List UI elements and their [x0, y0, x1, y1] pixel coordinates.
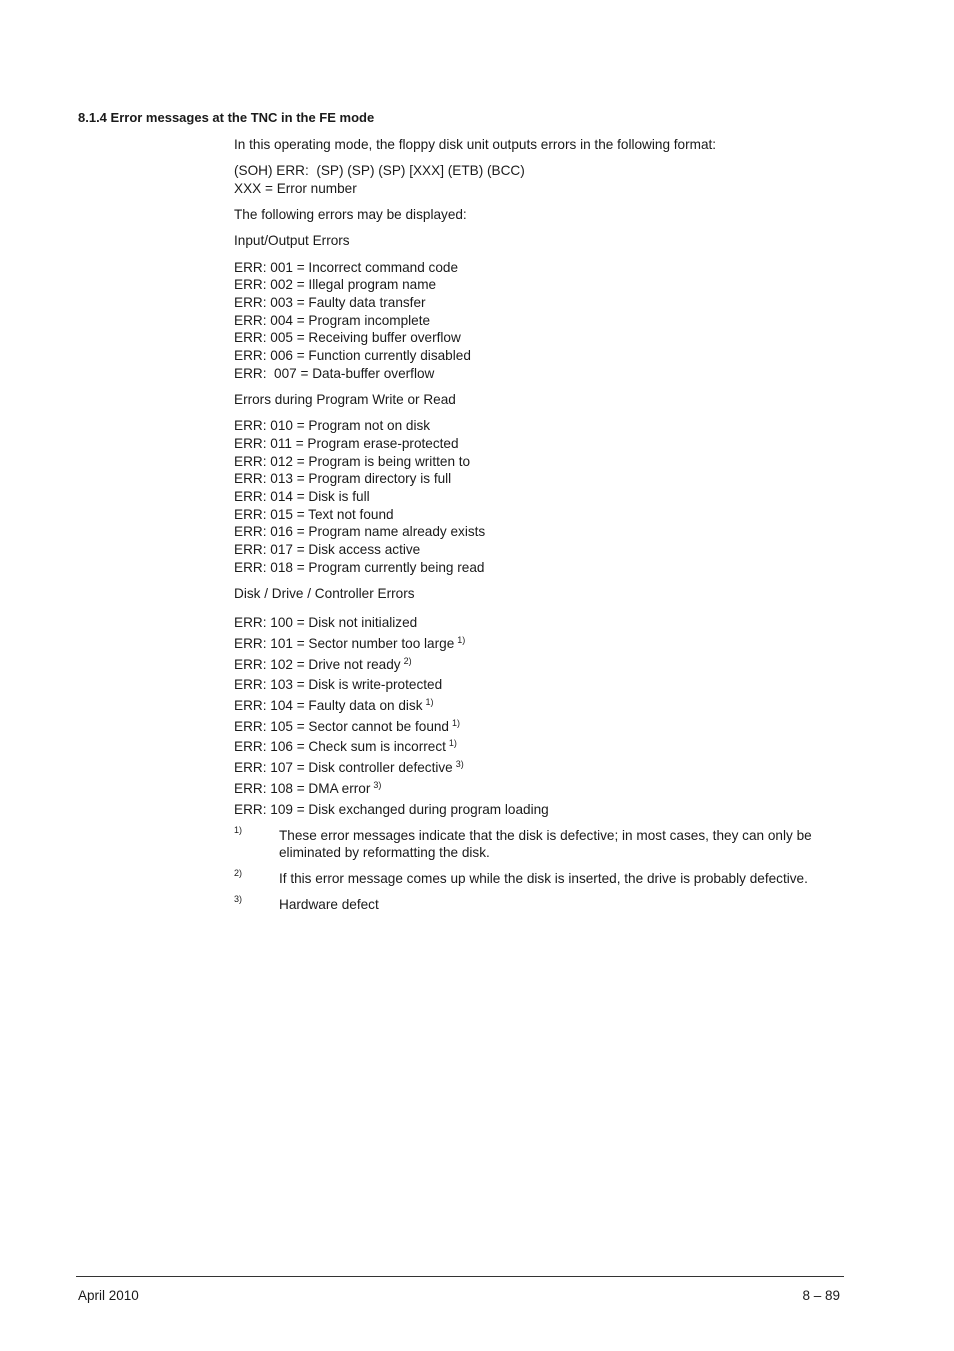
error-item [234, 653, 849, 674]
footer-divider [76, 1276, 844, 1277]
footnote-text: Hardware defect [279, 896, 379, 912]
disk-errors-list [234, 611, 849, 818]
io-errors-list [234, 259, 849, 383]
disk-errors-title: Disk / Drive / Controller Errors [234, 585, 415, 601]
error-item: ERR: 012 = Program is being written to [234, 453, 471, 469]
footnote-ref: 1) [457, 634, 466, 645]
intro-text: In this operating mode, the floppy disk unit outputs errors in the following format: [234, 137, 717, 152]
error-item [234, 611, 849, 632]
footnote-text: These error messages indicate that the disk is defective; in most cases, they can only be eliminated by reformatting the disk. [279, 827, 812, 861]
error-text: ERR: 106 = Check sum is incorrect [234, 739, 446, 755]
rw-errors-list [234, 417, 849, 576]
error-text: ERR: 105 = Sector cannot be found [234, 718, 449, 734]
footnote-mark: 2) [234, 868, 243, 879]
footnote-ref: 3) [455, 759, 464, 770]
error-item: ERR: 007 = Data-buffer overflow [234, 365, 435, 381]
error-item: ERR: 006 = Function currently disabled [234, 348, 471, 364]
error-item: ERR: 017 = Disk access active [234, 542, 421, 558]
footnote-ref: 3) [373, 779, 382, 790]
error-text: ERR: 103 = Disk is write-protected [234, 677, 443, 693]
error-item: ERR: 014 = Disk is full [234, 488, 370, 504]
footnote-text: If this error message comes up while the disk is inserted, the drive is probably defective. [279, 871, 808, 887]
page-number: 8 – 89 [802, 1288, 840, 1303]
footnote-ref: 1) [448, 738, 457, 749]
error-item: ERR: 010 = Program not on disk [234, 418, 431, 434]
footnote-ref: 1) [452, 717, 461, 728]
footer-date: April 2010 [78, 1288, 139, 1303]
error-item [234, 694, 849, 715]
rw-errors-title: Errors during Program Write or Read [234, 391, 456, 407]
error-item [234, 735, 849, 756]
error-text: ERR: 107 = Disk controller defective [234, 760, 453, 776]
error-item: ERR: 011 = Program erase-protected [234, 435, 459, 451]
error-item: ERR: 015 = Text not found [234, 506, 394, 522]
error-item: ERR: 003 = Faulty data transfer [234, 294, 426, 310]
io-errors-title: Input/Output Errors [234, 233, 350, 249]
error-item: ERR: 005 = Receiving buffer overflow [234, 330, 461, 346]
error-item: ERR: 018 = Program currently being read [234, 559, 485, 575]
error-item [234, 673, 849, 694]
error-text: ERR: 102 = Drive not ready [234, 656, 401, 672]
error-item: ERR: 001 = Incorrect command code [234, 259, 459, 275]
error-text: ERR: 104 = Faulty data on disk [234, 697, 423, 713]
footnote-ref: 2) [403, 655, 412, 666]
format-block [234, 162, 849, 197]
footnote [234, 893, 849, 914]
error-item: ERR: 016 = Program name already exists [234, 524, 486, 540]
format-line: XXX = Error number [234, 180, 357, 196]
following-text: The following errors may be displayed: [234, 207, 467, 223]
error-item [234, 777, 849, 798]
error-item [234, 715, 849, 736]
error-text: ERR: 109 = Disk exchanged during program loading [234, 801, 549, 817]
error-text: ERR: 108 = DMA error [234, 780, 371, 796]
error-item [234, 632, 849, 653]
error-text: ERR: 100 = Disk not initialized [234, 615, 418, 631]
error-text: ERR: 101 = Sector number too large [234, 635, 455, 651]
footnote-mark: 1) [234, 824, 243, 835]
error-item: ERR: 002 = Illegal program name [234, 277, 437, 293]
footnote-mark: 3) [234, 893, 243, 904]
section-heading: 8.1.4 Error messages at the TNC in the FE mode [78, 110, 375, 125]
error-item [234, 756, 849, 777]
error-item [234, 798, 849, 819]
footnote [234, 824, 849, 862]
format-line: (SOH) ERR: (SP) (SP) (SP) [XXX] (ETB) (BCC) [234, 163, 525, 179]
footnote-ref: 1) [425, 696, 434, 707]
footnote [234, 870, 849, 888]
error-item: ERR: 004 = Program incomplete [234, 312, 431, 328]
document-body [234, 136, 849, 922]
error-item: ERR: 013 = Program directory is full [234, 471, 452, 487]
